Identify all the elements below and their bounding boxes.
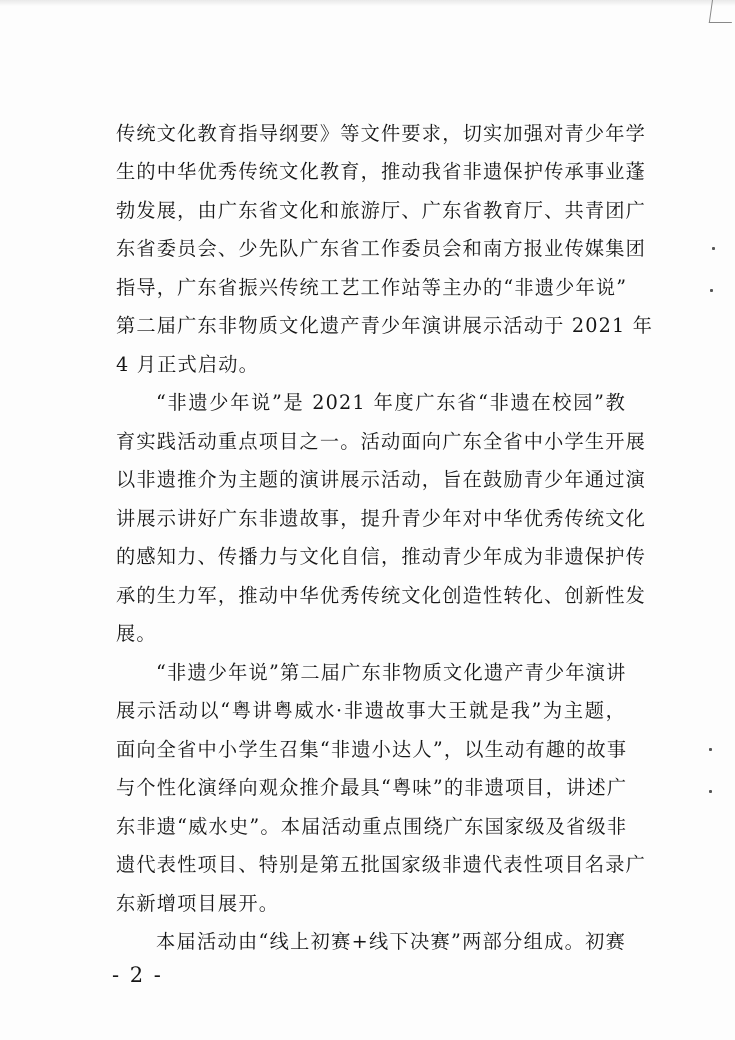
text-line: 的感知力、传播力与文化自信，推动青少年成为非遗保护传 [116,545,647,568]
scan-speck [710,289,713,292]
text-line: 东省委员会、少先队广东省工作委员会和南方报业传媒集团 [116,237,647,260]
text-line: 承的生力军，推动中华优秀传统文化创造性转化、创新性发 [116,584,647,607]
text-line: 与个性化演绎向观众推介最具“粤味”的非遗项目，讲述广 [116,776,628,799]
text-line: 讲展示讲好广东非遗故事，提升青少年对中华优秀传统文化 [116,507,647,530]
text-line: 指导，广东省振兴传统工艺工作站等主办的“非遗少年说” [116,276,628,299]
text-line: 东非遗“威水史”。本届活动重点围绕广东国家级及省级非 [116,815,628,838]
text-line: 4 月正式启动。 [116,353,260,376]
scan-speck [709,748,712,751]
text-line: “非遗少年说”第二届广东非物质文化遗产青少年演讲 [156,661,627,684]
text-line: 展示活动以“粤讲粤威水·非遗故事大王就是我”为主题， [116,699,626,722]
text-line: 面向全省中小学生召集“非遗小达人”，以生动有趣的故事 [116,738,628,761]
page-number: - 2 - [112,963,163,987]
scan-speck [712,247,715,250]
text-line: “非遗少年说”是 2021 年度广东省“非遗在校园”教 [156,391,626,414]
scan-folded-corner [709,0,735,23]
text-line: 传统文化教育指导纲要》等文件要求，切实加强对青少年学 [116,122,647,145]
scan-top-edge [0,0,735,6]
text-line: 本届活动由“线上初赛+线下决赛”两部分组成。初赛 [156,930,626,953]
scan-speck [709,790,712,793]
text-line: 遗代表性项目、特别是第五批国家级非遗代表性项目名录广 [116,853,647,876]
text-line: 育实践活动重点项目之一。活动面向广东全省中小学生开展 [116,430,647,453]
text-line: 以非遗推介为主题的演讲展示活动，旨在鼓励青少年通过演 [116,468,647,491]
text-line: 生的中华优秀传统文化教育，推动我省非遗保护传承事业蓬 [116,160,647,183]
text-line: 勃发展，由广东省文化和旅游厅、广东省教育厅、共青团广 [116,199,647,222]
text-line: 东新增项目展开。 [116,892,280,915]
text-line: 展。 [116,622,157,645]
text-line: 第二届广东非物质文化遗产青少年演讲展示活动于 2021 年 [116,314,654,337]
